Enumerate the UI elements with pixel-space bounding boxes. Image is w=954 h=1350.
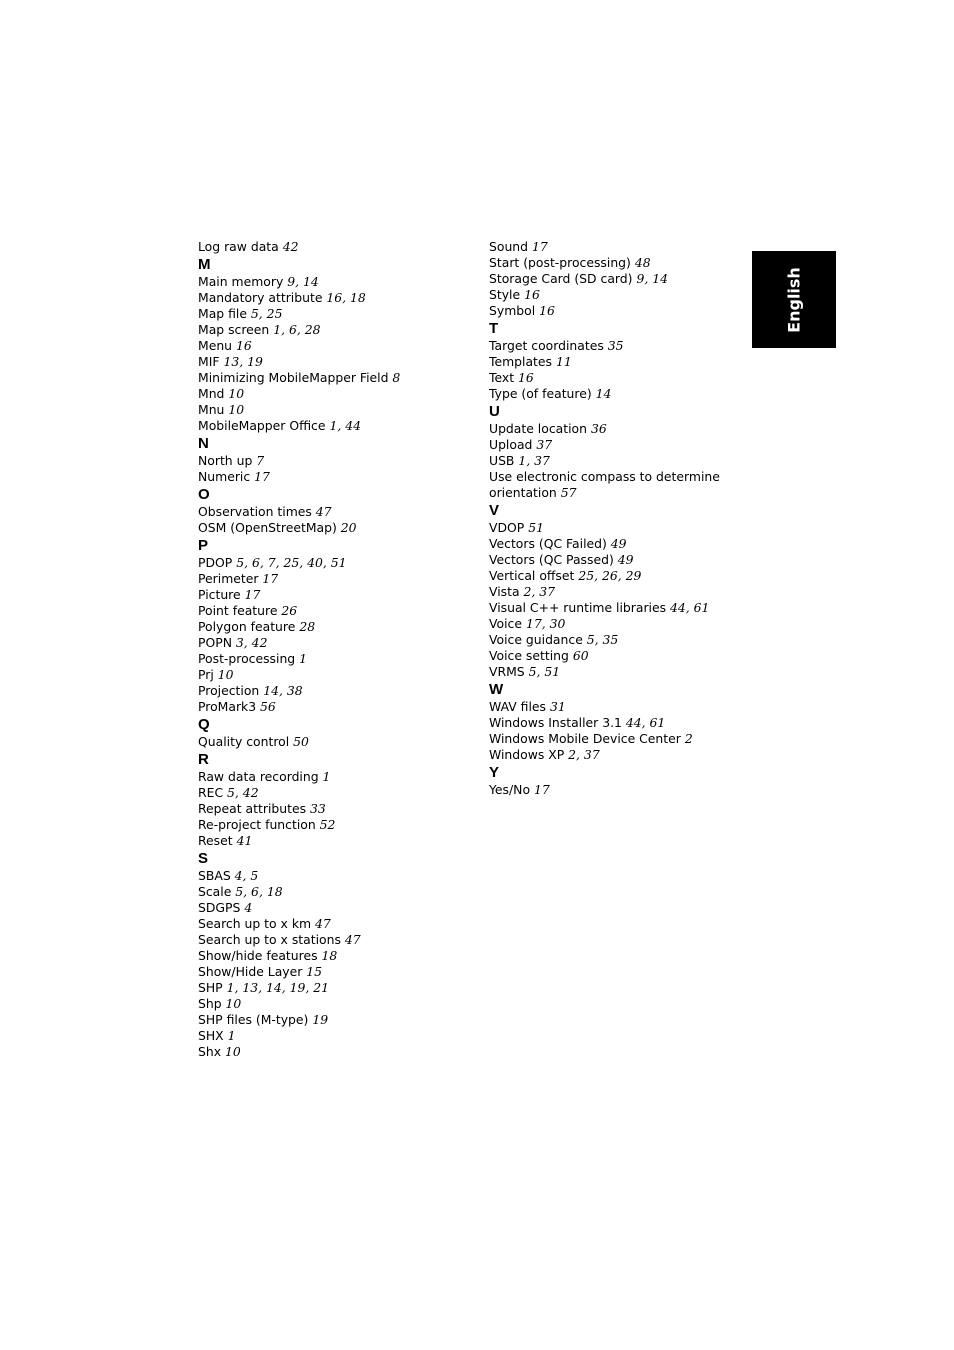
index-entry bbox=[198, 916, 478, 932]
index-entry bbox=[198, 402, 478, 418]
index-pages: 2, 37 bbox=[568, 747, 600, 762]
index-term: Re-project function bbox=[198, 817, 316, 832]
index-entry bbox=[489, 453, 739, 469]
index-term: Prj bbox=[198, 667, 214, 682]
index-column-left bbox=[198, 239, 478, 1060]
index-term: Voice bbox=[489, 616, 522, 631]
index-term: North up bbox=[198, 453, 253, 468]
index-pages: 60 bbox=[572, 648, 589, 663]
index-entry bbox=[489, 354, 739, 370]
index-pages: 5, 6, 7, 25, 40, 51 bbox=[236, 555, 347, 570]
index-pages: 5, 42 bbox=[227, 785, 259, 800]
index-pages: 49 bbox=[610, 536, 627, 551]
index-pages: 49 bbox=[617, 552, 634, 567]
index-term: Yes/No bbox=[489, 782, 531, 797]
index-entry bbox=[489, 715, 739, 731]
index-entry bbox=[198, 932, 478, 948]
index-pages: 20 bbox=[340, 520, 357, 535]
index-entry bbox=[198, 635, 478, 651]
index-pages: 17 bbox=[531, 239, 548, 254]
index-entry bbox=[198, 868, 478, 884]
index-term: Scale bbox=[198, 884, 232, 899]
index-pages: 4 bbox=[244, 900, 253, 915]
index-pages: 52 bbox=[319, 817, 336, 832]
index-pages: 14 bbox=[595, 386, 612, 401]
index-entry bbox=[198, 453, 478, 469]
index-pages: 10 bbox=[225, 1044, 241, 1059]
index-pages: 17 bbox=[244, 587, 261, 602]
index-term: Vectors (QC Passed) bbox=[489, 552, 614, 567]
index-entry bbox=[489, 664, 739, 680]
index-pages: 18 bbox=[321, 948, 338, 963]
index-pages: 2 bbox=[684, 731, 693, 746]
index-entry bbox=[198, 274, 478, 290]
index-pages: 17 bbox=[254, 469, 270, 484]
index-term: Shx bbox=[198, 1044, 222, 1059]
index-entry bbox=[198, 571, 478, 587]
index-pages: 44, 61 bbox=[625, 715, 666, 730]
index-entry bbox=[198, 817, 478, 833]
index-entry bbox=[198, 290, 478, 306]
index-entry bbox=[198, 520, 478, 536]
index-entry bbox=[198, 354, 478, 370]
index-pages: 5, 6, 18 bbox=[235, 884, 283, 899]
index-term: Reset bbox=[198, 833, 233, 848]
index-term: USB bbox=[489, 453, 515, 468]
index-term: Quality control bbox=[198, 734, 290, 749]
index-term: Minimizing MobileMapper Field bbox=[198, 370, 389, 385]
index-entry bbox=[489, 421, 739, 437]
index-entry bbox=[198, 1028, 478, 1044]
index-pages: 50 bbox=[293, 734, 309, 749]
index-term: ProMark3 bbox=[198, 699, 257, 714]
index-entry bbox=[198, 619, 478, 635]
index-term: Upload bbox=[489, 437, 533, 452]
index-entry bbox=[198, 734, 478, 750]
index-entry bbox=[198, 338, 478, 354]
index-term: SHP bbox=[198, 980, 223, 995]
index-pages: 31 bbox=[549, 699, 566, 714]
index-pages: 7 bbox=[256, 453, 265, 468]
index-entry bbox=[489, 520, 739, 536]
index-entry bbox=[489, 437, 739, 453]
index-pages: 14, 38 bbox=[263, 683, 303, 698]
index-entry bbox=[489, 287, 739, 303]
index-entry bbox=[198, 900, 478, 916]
index-entry bbox=[198, 555, 478, 571]
index-pages: 57 bbox=[560, 485, 577, 500]
language-tab bbox=[752, 251, 836, 348]
index-column-right bbox=[489, 239, 739, 798]
index-term: SHP files (M-type) bbox=[198, 1012, 309, 1027]
index-pages: 1 bbox=[227, 1028, 236, 1043]
index-pages: 17 bbox=[262, 571, 279, 586]
index-entry bbox=[489, 782, 739, 798]
index-term: Point feature bbox=[198, 603, 278, 618]
index-pages: 3, 42 bbox=[235, 635, 268, 650]
index-pages: 10 bbox=[225, 996, 242, 1011]
index-pages: 44, 61 bbox=[670, 600, 710, 615]
index-letter-y: Y bbox=[489, 764, 500, 781]
index-term: Windows Installer 3.1 bbox=[489, 715, 622, 730]
index-term: Visual C++ runtime libraries bbox=[489, 600, 667, 615]
index-entry bbox=[198, 801, 478, 817]
index-pages: 1, 13, 14, 19, 21 bbox=[226, 980, 330, 995]
index-pages: 9, 14 bbox=[636, 271, 668, 286]
index-entry bbox=[489, 386, 739, 402]
index-pages: 4, 5 bbox=[234, 868, 259, 883]
index-term: Mandatory attribute bbox=[198, 290, 323, 305]
index-letter-m: M bbox=[198, 256, 211, 273]
index-term: Vertical offset bbox=[489, 568, 575, 583]
index-term: VRMS bbox=[489, 664, 525, 679]
index-term: Numeric bbox=[198, 469, 251, 484]
index-letter-o: O bbox=[198, 486, 210, 503]
index-term: Symbol bbox=[489, 303, 536, 318]
index-term: Vista bbox=[489, 584, 520, 599]
index-pages: 15 bbox=[306, 964, 323, 979]
index-entry bbox=[198, 1012, 478, 1028]
index-term: Storage Card (SD card) bbox=[489, 271, 633, 286]
index-term: Voice setting bbox=[489, 648, 569, 663]
index-term: Raw data recording bbox=[198, 769, 319, 784]
index-pages: 5, 25 bbox=[250, 306, 283, 321]
index-term: Vectors (QC Failed) bbox=[489, 536, 607, 551]
index-letter-p: P bbox=[198, 537, 209, 554]
index-letter-v: V bbox=[489, 502, 500, 519]
index-term: SDGPS bbox=[198, 900, 241, 915]
index-term: Projection bbox=[198, 683, 260, 698]
index-term: Windows XP bbox=[489, 747, 565, 762]
index-pages: 56 bbox=[260, 699, 276, 714]
index-term: Target coordinates bbox=[489, 338, 604, 353]
index-entry bbox=[198, 948, 478, 964]
index-term: REC bbox=[198, 785, 224, 800]
index-pages: 16 bbox=[235, 338, 252, 353]
index-term: Templates bbox=[489, 354, 552, 369]
index-term: WAV files bbox=[489, 699, 546, 714]
index-entry bbox=[489, 648, 739, 664]
index-entry bbox=[198, 651, 478, 667]
index-pages: 10 bbox=[217, 667, 234, 682]
index-term: Style bbox=[489, 287, 521, 302]
index-entry bbox=[198, 667, 478, 683]
index-term: Start (post-processing) bbox=[489, 255, 631, 270]
index-pages: 13, 19 bbox=[223, 354, 263, 369]
index-entry bbox=[198, 996, 478, 1012]
index-pages: 1, 37 bbox=[518, 453, 550, 468]
index-entry bbox=[198, 386, 478, 402]
index-entry bbox=[489, 536, 739, 552]
index-pages: 1 bbox=[299, 651, 308, 666]
index-entry bbox=[198, 418, 478, 434]
index-entry bbox=[198, 833, 478, 849]
index-term: MIF bbox=[198, 354, 220, 369]
index-term: Log raw data bbox=[198, 239, 279, 254]
index-entry bbox=[489, 632, 739, 648]
index-entry bbox=[489, 552, 739, 568]
index-entry bbox=[489, 600, 739, 616]
index-pages: 10 bbox=[228, 402, 245, 417]
index-pages: 1, 44 bbox=[329, 418, 361, 433]
index-entry bbox=[489, 699, 739, 715]
index-pages: 17, 30 bbox=[525, 616, 566, 631]
index-pages: 35 bbox=[607, 338, 624, 353]
index-pages: 16 bbox=[518, 370, 534, 385]
index-entry bbox=[489, 616, 739, 632]
index-term: Type (of feature) bbox=[489, 386, 592, 401]
index-letter-t: T bbox=[489, 320, 499, 337]
index-term: Show/Hide Layer bbox=[198, 964, 303, 979]
index-entry bbox=[198, 239, 478, 255]
index-term: Show/hide features bbox=[198, 948, 318, 963]
index-pages: 11 bbox=[555, 354, 572, 369]
index-term: Perimeter bbox=[198, 571, 259, 586]
index-term: Map screen bbox=[198, 322, 270, 337]
index-entry bbox=[489, 370, 739, 386]
index-term: OSM (OpenStreetMap) bbox=[198, 520, 337, 535]
index-entry bbox=[198, 785, 478, 801]
index-term: Picture bbox=[198, 587, 241, 602]
index-entry bbox=[198, 980, 478, 996]
index-entry bbox=[489, 731, 739, 747]
index-pages: 28 bbox=[299, 619, 316, 634]
index-entry bbox=[489, 239, 739, 255]
language-tab-label: English bbox=[784, 266, 804, 333]
index-term: Sound bbox=[489, 239, 529, 254]
index-entry bbox=[489, 271, 739, 287]
index-pages: 16, 18 bbox=[326, 290, 366, 305]
index-entry bbox=[489, 568, 739, 584]
index-pages: 5, 51 bbox=[528, 664, 561, 679]
index-pages: 19 bbox=[312, 1012, 329, 1027]
index-term: Use electronic compass to determine orientation bbox=[489, 469, 720, 500]
index-pages: 37 bbox=[536, 437, 553, 452]
index-entry bbox=[198, 884, 478, 900]
index-pages: 47 bbox=[344, 932, 361, 947]
index-entry bbox=[198, 683, 478, 699]
index-term: Search up to x stations bbox=[198, 932, 341, 947]
index-entry bbox=[489, 469, 739, 501]
index-letter-s: S bbox=[198, 850, 209, 867]
index-entry bbox=[489, 255, 739, 271]
index-letter-r: R bbox=[198, 751, 209, 768]
index-pages: 36 bbox=[590, 421, 607, 436]
index-entry bbox=[198, 1044, 478, 1060]
index-term: Update location bbox=[489, 421, 587, 436]
index-pages: 16 bbox=[524, 287, 540, 302]
index-term: Voice guidance bbox=[489, 632, 583, 647]
index-term: Map file bbox=[198, 306, 247, 321]
index-term: PDOP bbox=[198, 555, 233, 570]
index-pages: 47 bbox=[315, 504, 332, 519]
index-pages: 8 bbox=[392, 370, 401, 385]
index-pages: 47 bbox=[315, 916, 331, 931]
index-pages: 9, 14 bbox=[287, 274, 319, 289]
index-term: Shp bbox=[198, 996, 222, 1011]
index-pages: 2, 37 bbox=[523, 584, 556, 599]
index-entry bbox=[198, 769, 478, 785]
index-term: Polygon feature bbox=[198, 619, 296, 634]
index-entry bbox=[198, 306, 478, 322]
index-pages: 1, 6, 28 bbox=[273, 322, 321, 337]
index-letter-n: N bbox=[198, 435, 209, 452]
index-term: Windows Mobile Device Center bbox=[489, 731, 681, 746]
index-entry bbox=[198, 469, 478, 485]
index-pages: 26 bbox=[281, 603, 298, 618]
index-term: SBAS bbox=[198, 868, 231, 883]
index-term: Repeat attributes bbox=[198, 801, 307, 816]
index-term: Text bbox=[489, 370, 515, 385]
index-pages: 10 bbox=[228, 386, 245, 401]
index-entry bbox=[198, 603, 478, 619]
index-term: Menu bbox=[198, 338, 233, 353]
index-entry bbox=[198, 699, 478, 715]
index-term: Main memory bbox=[198, 274, 284, 289]
index-term: Mnd bbox=[198, 386, 225, 401]
index-entry bbox=[489, 584, 739, 600]
index-pages: 48 bbox=[634, 255, 651, 270]
index-pages: 33 bbox=[310, 801, 326, 816]
index-entry bbox=[489, 747, 739, 763]
index-term: Observation times bbox=[198, 504, 312, 519]
index-pages: 17 bbox=[533, 782, 550, 797]
index-term: SHX bbox=[198, 1028, 224, 1043]
index-entry bbox=[198, 322, 478, 338]
index-entry bbox=[489, 303, 739, 319]
index-entry bbox=[489, 338, 739, 354]
index-pages: 42 bbox=[282, 239, 299, 254]
index-term: POPN bbox=[198, 635, 232, 650]
index-entry bbox=[198, 370, 478, 386]
index-entry bbox=[198, 964, 478, 980]
index-pages: 5, 35 bbox=[586, 632, 619, 647]
index-entry bbox=[198, 504, 478, 520]
index-pages: 25, 26, 29 bbox=[578, 568, 642, 583]
index-pages: 51 bbox=[528, 520, 544, 535]
index-pages: 16 bbox=[539, 303, 555, 318]
index-letter-q: Q bbox=[198, 716, 210, 733]
index-letter-u: U bbox=[489, 403, 500, 420]
index-term: VDOP bbox=[489, 520, 525, 535]
index-term: Mnu bbox=[198, 402, 225, 417]
index-entry bbox=[198, 587, 478, 603]
index-pages: 41 bbox=[236, 833, 253, 848]
index-term: MobileMapper Office bbox=[198, 418, 326, 433]
index-term: Post-processing bbox=[198, 651, 296, 666]
index-pages: 1 bbox=[322, 769, 331, 784]
index-term: Search up to x km bbox=[198, 916, 312, 931]
index-letter-w: W bbox=[489, 681, 504, 698]
